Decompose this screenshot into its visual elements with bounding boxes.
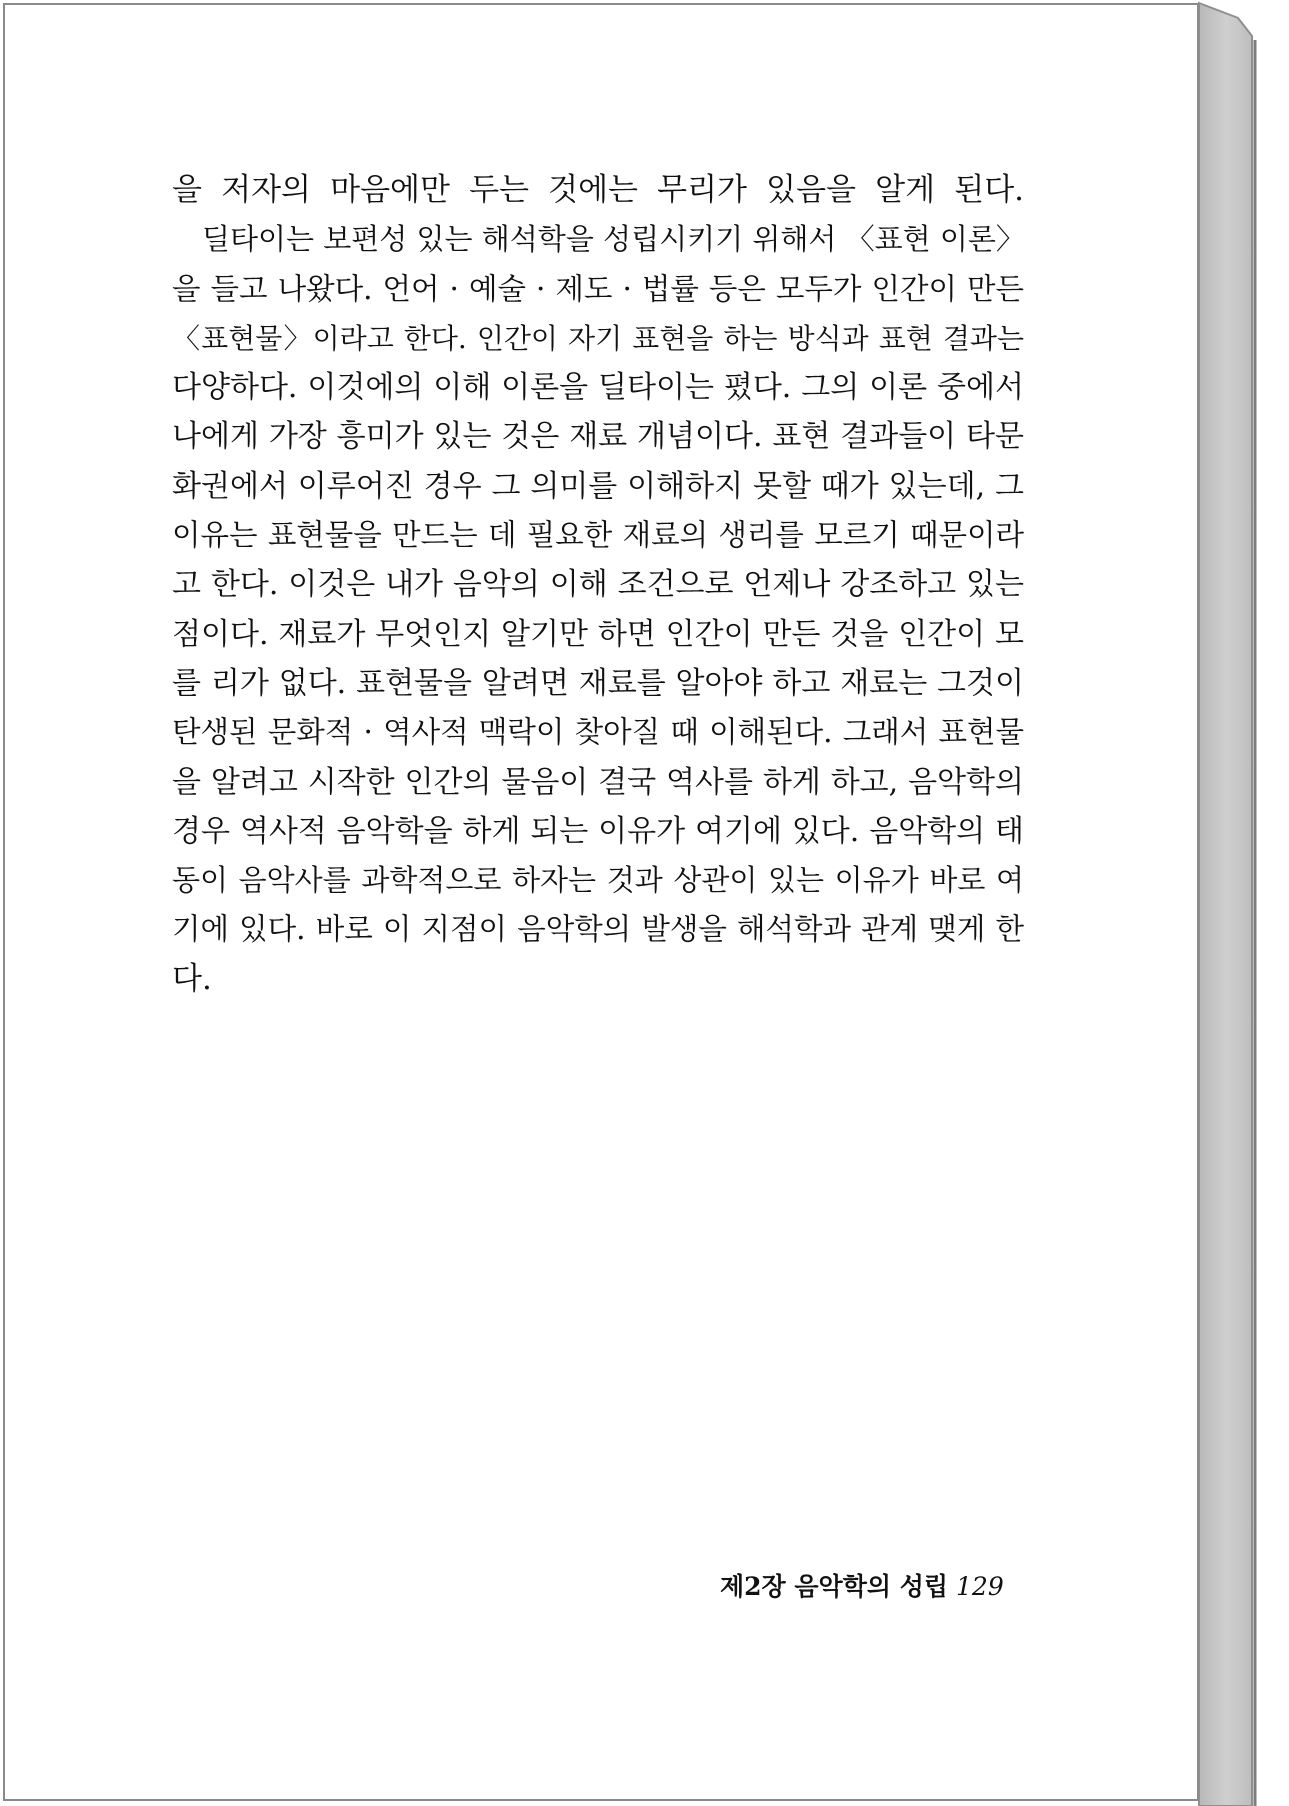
text-line: 을 들고 나왔다. 언어 · 예술 · 제도 · 법률 등은 모두가 인간이 만든 [172,271,1024,306]
text-line: 다양하다. 이것에의 이해 이론을 딜타이는 폈다. 그의 이론 중에서 [172,370,1024,406]
text-line: 점이다. 재료가 무엇인지 알기만 하면 인간이 만든 것을 인간이 모 [172,616,1024,652]
text-line: 이유는 표현물을 만드는 데 필요한 재료의 생리를 모르기 때문이라 [172,518,1024,553]
text-line: 고 한다. 이것은 내가 음악의 이해 조건으로 언제나 강조하고 있는 [172,567,1024,603]
text-line: 을 알려고 시작한 인간의 물음이 결국 역사를 하게 하고, 음악학의 [172,764,1024,800]
text-line: 탄생된 문화적 · 역사적 맥락이 찾아질 때 이해된다. 그래서 표현물 [172,715,1024,750]
text-line: 화권에서 이루어진 경우 그 의미를 이해하지 못할 때가 있는데, 그 [172,468,1024,504]
text-line: 을 저자의 마음에만 두는 것에는 무리가 있음을 알게 된다. [172,172,1024,208]
chapter-title: 제2장 음악학의 성립 [720,1572,949,1601]
text-line: 경우 역사적 음악학을 하게 되는 이유가 여기에 있다. 음악학의 태 [172,813,1024,849]
text-line: 〈표현물〉이라고 한다. 인간이 자기 표현을 하는 방식과 표현 결과는 [172,321,1024,355]
text-line: 다. [172,960,212,997]
text-line: 기에 있다. 바로 이 지점이 음악학의 발생을 해석학과 관계 맺게 한 [172,912,1024,947]
page-number: 129 [956,1572,1004,1601]
text-line: 나에게 가장 흥미가 있는 것은 재료 개념이다. 표현 결과들이 타문 [172,419,1024,455]
text-line: 동이 음악사를 과학적으로 하자는 것과 상관이 있는 이유가 바로 여 [172,863,1024,898]
running-footer [720,1567,1004,1603]
text-line: 딜타이는 보편성 있는 해석학을 성립시키기 위해서 〈표현 이론〉 [202,222,1025,257]
text-line: 를 리가 없다. 표현물을 알려면 재료를 알아야 하고 재료는 그것이 [172,665,1024,701]
body-paragraph [172,166,1024,1004]
